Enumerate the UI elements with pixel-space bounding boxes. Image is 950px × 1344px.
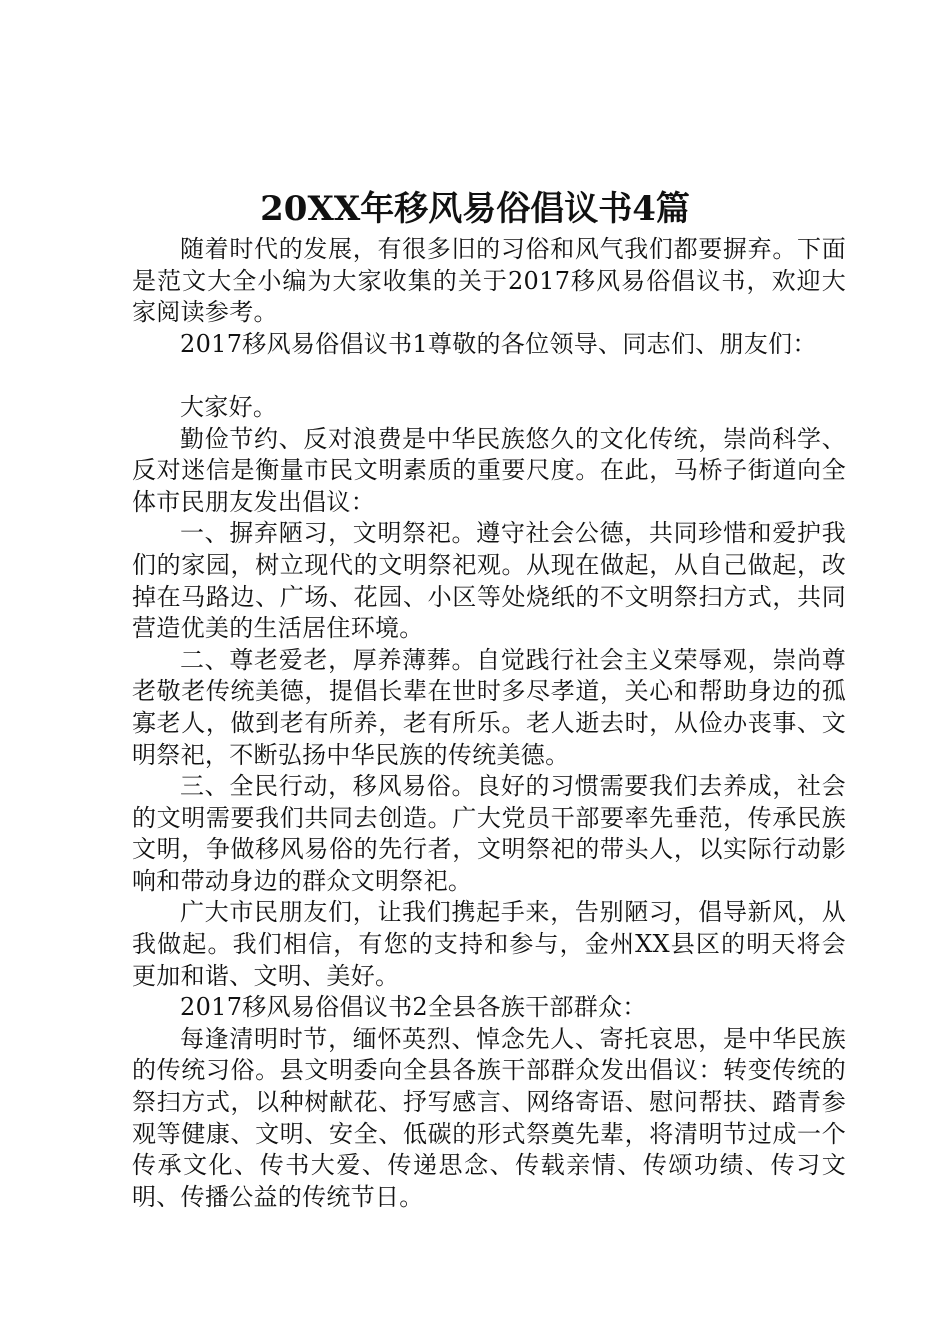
paragraph-thrift: 勤俭节约、反对浪费是中华民族悠久的文化传统，崇尚科学、反对迷信是衡量市民文明素质的重要尺度。在此，马桥子街道向全体市民朋友发出倡议： [132, 424, 846, 516]
paragraph-point-3: 三、全民行动，移风易俗。良好的习惯需要我们去养成，社会的文明需要我们共同去创造。广大党员干部要率先垂范，传承民族文明，争做移风易俗的先行者，文明祭祀的带头人，以实际行动影响和带动身边的群众文明祭祀。 [132, 772, 846, 895]
paragraph-greeting: 大家好。 [180, 392, 278, 421]
paragraph-qingming: 每逢清明时节，缅怀英烈、悼念先人、寄托哀思，是中华民族的传统习俗。县文明委向全县各族干部群众发出倡议：转变传统的祭扫方式，以种树献花、抒写感言、网络寄语、慰问帮扶、踏青参观等健康、文明、安全、低碳的形式祭奠先辈，将清明节过成一个传承文化、传书大爱、传递思念、传载亲情、传颂功绩、传习文明、传播公益的传统节日。 [132, 1024, 846, 1211]
document-title: 20XX年移风易俗倡议书4篇 [260, 189, 690, 229]
paragraph-proposal-1-heading: 2017移风易俗倡议书1尊敬的各位领导、同志们、朋友们： [180, 329, 817, 358]
paragraph-point-2: 二、尊老爱老，厚养薄葬。自觉践行社会主义荣辱观，崇尚尊老敬老传统美德，提倡长辈在世时多尽孝道，关心和帮助身边的孤寡老人，做到老有所养，老有所乐。老人逝去时，从俭办丧事、文明祭祀，不断弘扬中华民族的传统美德。 [132, 645, 846, 769]
paragraph-point-1: 一、摒弃陋习，文明祭祀。遵守社会公德，共同珍惜和爱护我们的家园，树立现代的文明祭祀观。从现在做起，从自己做起，改掉在马路边、广场、花园、小区等处烧纸的不文明祭扫方式，共同营造优美的生活居住环境。 [132, 519, 846, 643]
blank-line [132, 360, 846, 392]
paragraph-closing: 广大市民朋友们，让我们携起手来，告别陋习，倡导新风，从我做起。我们相信，有您的支持和参与，金州XX县区的明天将会更加和谐、文明、美好。 [132, 898, 846, 990]
paragraph-intro: 随着时代的发展，有很多旧的习俗和风气我们都要摒弃。下面是范文大全小编为大家收集的关于2017移风易俗倡议书，欢迎大家阅读参考。 [132, 235, 846, 327]
paragraph-proposal-2-heading: 2017移风易俗倡议书2全县各族干部群众： [180, 993, 647, 1022]
document-body [132, 234, 846, 1213]
